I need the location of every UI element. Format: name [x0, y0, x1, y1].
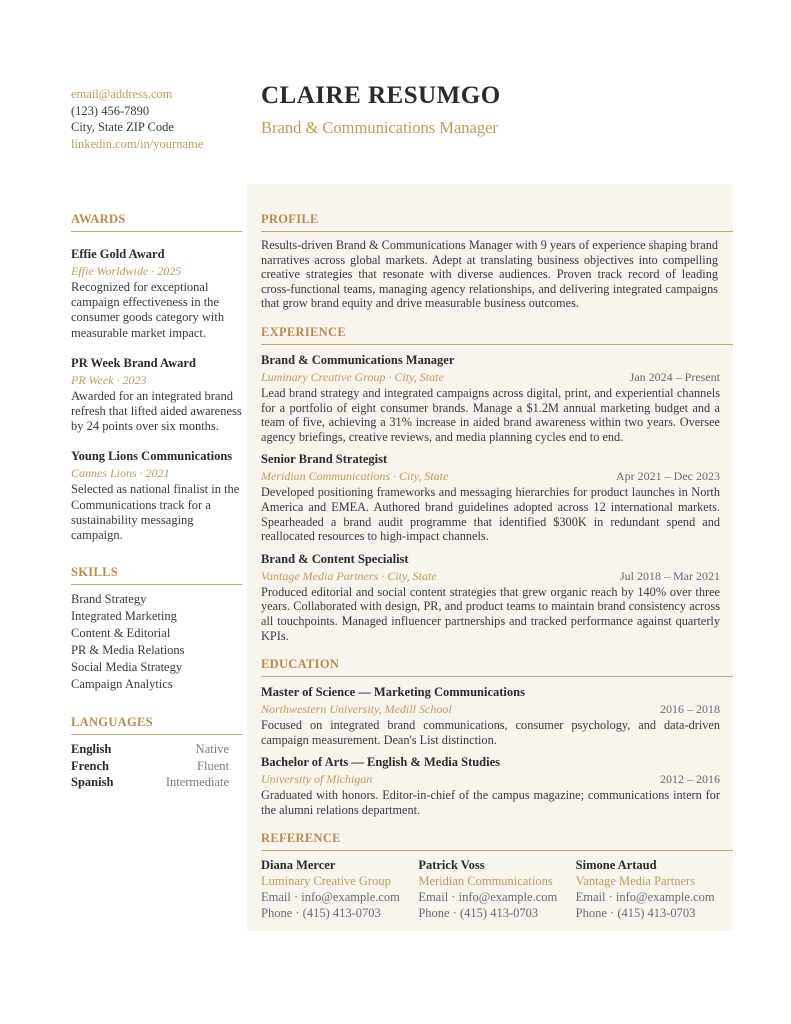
profile-summary: Results-driven Brand & Communications Manager with 9 years of experience shaping brand narratives across global markets. Adept at translating business objectives into compelling creative strategies that resonate with diverse audiences. Proven track record of leading cross-functional teams, managing agency relationships, and delivering integrated campaigns that grow brand equity and drive measurable business outcomes. — [261, 238, 718, 311]
job-dates: Apr 2021 – Dec 2023 — [616, 469, 720, 484]
job-dates: Jan 2024 – Present — [629, 369, 720, 384]
reference-item — [418, 857, 575, 921]
experience-heading: EXPERIENCE — [261, 325, 733, 345]
award-item — [71, 449, 242, 543]
job-title: Brand & Content Specialist — [261, 551, 409, 566]
award-description: Recognized for exceptional campaign effectiveness in the consumer goods category with measurable market impact. — [71, 280, 225, 340]
reference-item — [261, 857, 418, 921]
reference-phone: Phone · (415) 413-0703 — [261, 906, 381, 921]
degree-title: Master of Science — Marketing Communications — [261, 685, 525, 700]
award-item — [71, 356, 242, 435]
job-meta — [261, 369, 720, 385]
languages-heading: LANGUAGES — [71, 715, 242, 735]
job-title: Brand & Communications Manager — [261, 352, 455, 367]
school-name: University of Michigan — [261, 772, 373, 787]
award-description: Awarded for an integrated brand refresh that lifted aided awareness by 24 points over six months. — [71, 388, 242, 434]
language-name: French — [71, 758, 109, 773]
reference-email: Email · info@example.com — [261, 890, 400, 905]
job-dates: Jul 2018 – Mar 2021 — [620, 568, 720, 583]
contact-linkedin[interactable]: linkedin.com/in/yourname — [71, 136, 204, 151]
language-level: Native — [195, 742, 229, 757]
job-title: Senior Brand Strategist — [261, 452, 388, 467]
reference-company: Luminary Creative Group — [261, 874, 391, 889]
awards-heading: AWARDS — [71, 212, 242, 232]
contact-location: City, State ZIP Code — [71, 120, 174, 134]
award-meta: PR Week · 2023 — [71, 372, 147, 387]
award-meta: Cannes Lions · 2021 — [71, 466, 170, 481]
language-level: Intermediate — [165, 775, 229, 790]
reference-company: Vantage Media Partners — [575, 874, 696, 889]
reference-item — [576, 857, 733, 921]
reference-phone: Phone · (415) 413-0703 — [418, 906, 539, 921]
award-title: Effie Gold Award — [71, 247, 165, 261]
left-column — [71, 212, 242, 791]
degree-meta — [261, 771, 720, 787]
award-item — [71, 247, 242, 341]
skill-item: Integrated Marketing — [71, 609, 177, 624]
school-name: Northwestern University, Medill School — [261, 702, 452, 717]
reference-name: Patrick Voss — [418, 858, 485, 873]
candidate-name: CLAIRE RESUMGO — [261, 82, 501, 109]
contact-email[interactable]: email@address.com — [71, 87, 173, 101]
award-meta: Effie Worldwide · 2025 — [71, 264, 182, 278]
profile-heading: PROFILE — [261, 212, 733, 232]
skill-item: Social Media Strategy — [71, 660, 183, 675]
contact-phone: (123) 456-7890 — [71, 103, 150, 118]
award-title: Young Lions Communications — [71, 449, 233, 464]
job-organization: Vantage Media Partners · City, State — [261, 568, 437, 583]
skill-item: PR & Media Relations — [71, 643, 185, 658]
reference-name: Diana Mercer — [261, 858, 336, 873]
degree-dates: 2012 – 2016 — [660, 772, 720, 787]
language-name: English — [71, 742, 112, 757]
degree-description: Focused on integrated brand communications, consumer psychology, and data-driven campaign measurement. Dean's List distinction. — [261, 718, 720, 747]
job-description: Produced editorial and social content strategies that grew organic reach by 140% over three years. Collaborated with design, PR, and product teams to maintain brand consistency across all touchpoints. Managed influencer partnerships and tracked performance against quarterly KPIs. — [261, 584, 720, 643]
candidate-title: Brand & Communications Manager — [261, 118, 498, 137]
language-level: Fluent — [197, 758, 229, 773]
languages-list — [71, 741, 242, 791]
degree-title: Bachelor of Arts — English & Media Studies — [261, 755, 501, 770]
language-name: Spanish — [71, 775, 114, 790]
degree-description: Graduated with honors. Editor-in-chief of the campus magazine; communications intern for the alumni relations department. — [261, 788, 720, 817]
reference-name: Simone Artaud — [575, 858, 657, 873]
job-organization: Luminary Creative Group · City, State — [261, 369, 444, 384]
skill-item: Campaign Analytics — [71, 677, 173, 692]
job-organization: Meridian Communications · City, State — [261, 469, 449, 484]
education-item — [261, 685, 733, 747]
degree-dates: 2016 – 2018 — [660, 702, 720, 717]
reference-company: Meridian Communications — [418, 874, 553, 889]
reference-phone: Phone · (415) 413-0703 — [575, 906, 696, 921]
reference-heading: REFERENCE — [261, 831, 733, 851]
job-meta — [261, 568, 720, 584]
experience-item — [261, 552, 733, 643]
skills-heading: SKILLS — [71, 565, 242, 585]
experience-item — [261, 353, 733, 444]
contact-block — [71, 86, 203, 152]
job-meta — [261, 468, 720, 484]
experience-item — [261, 452, 733, 543]
skills-list — [71, 591, 242, 693]
language-row — [71, 774, 229, 791]
education-item — [261, 755, 733, 817]
degree-meta — [261, 701, 720, 717]
award-title: PR Week Brand Award — [71, 355, 196, 370]
job-description: Developed positioning frameworks and messaging hierarchies for product launches in North America and EMEA. Authored brand guidelines adopted across 12 international markets. Spearheaded a brand audit programme that identified $300K in redundant spend and reallocated resources to high-impact channels. — [261, 485, 720, 544]
reference-email: Email · info@example.com — [418, 890, 558, 905]
skill-item: Brand Strategy — [71, 592, 147, 607]
language-row — [71, 741, 229, 758]
job-description: Lead brand strategy and integrated campaigns across digital, print, and experiential channels for a portfolio of eight consumer brands. Manage a $1.2M annual marketing budget and a team of five, achieving a 31% increase in aided brand awareness within two years. Oversee agency briefings, creative reviews, and media planning cycles end to end. — [261, 385, 720, 444]
references-list — [261, 857, 733, 921]
reference-email: Email · info@example.com — [575, 890, 715, 905]
award-description: Selected as national finalist in the Communications track for a sustainability messaging campaign. — [71, 482, 240, 543]
language-row — [71, 758, 229, 775]
right-column — [261, 212, 733, 921]
skill-item: Content & Editorial — [71, 626, 171, 641]
education-heading: EDUCATION — [261, 657, 733, 677]
